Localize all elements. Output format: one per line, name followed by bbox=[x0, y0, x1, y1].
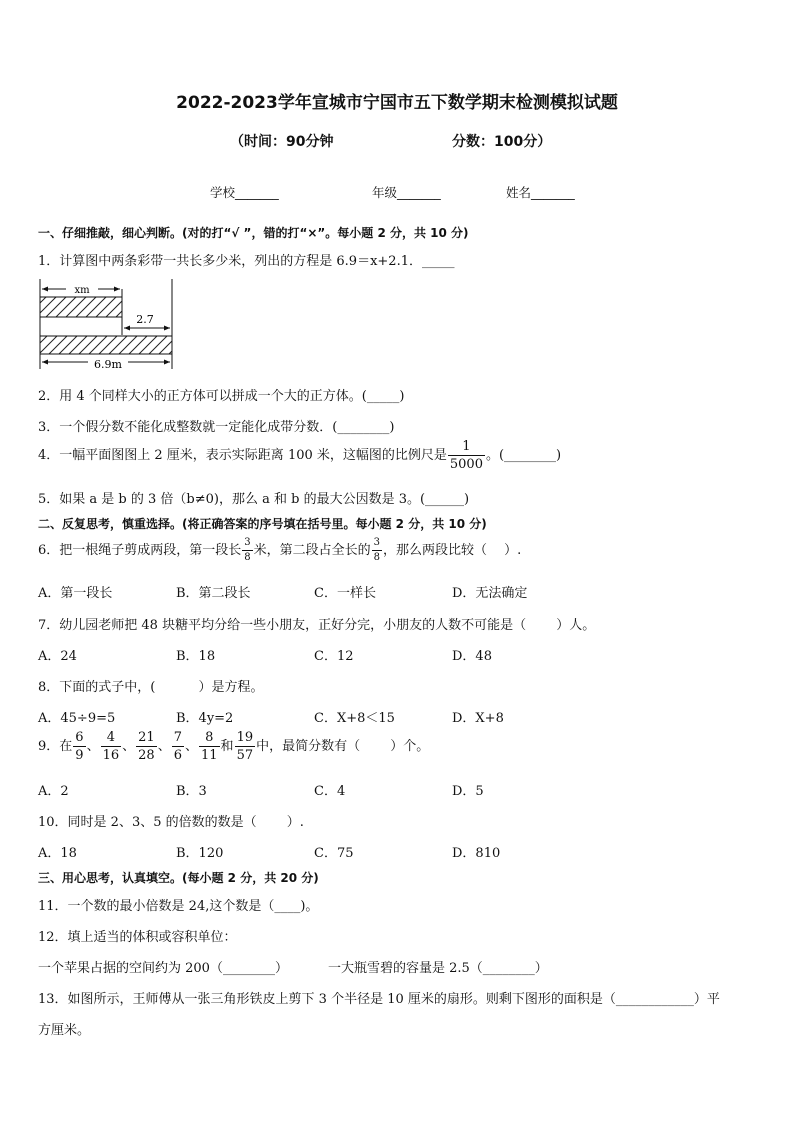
q10-option-d[interactable]: D．810 bbox=[452, 846, 501, 861]
q6-option-a[interactable]: A．第一段长 bbox=[38, 586, 113, 601]
q7-option-a[interactable]: A．24 bbox=[38, 649, 77, 664]
fraction-4-16: $\frac{4}{16}$ bbox=[102, 730, 120, 763]
section-2-heading: 二、反复思考，慎重选择。(将正确答案的序号填在括号里。每小题 2 分，共 10 分) bbox=[38, 517, 487, 531]
exam-score: 分数：100分） bbox=[452, 134, 552, 150]
q9-option-c[interactable]: C．4 bbox=[314, 784, 346, 799]
q7-option-d[interactable]: D．48 bbox=[452, 649, 492, 664]
grade-field[interactable]: 年级_______ bbox=[372, 185, 441, 200]
question-4 bbox=[38, 440, 561, 471]
fraction-19-57: $\frac{19}{57}$ bbox=[236, 730, 254, 763]
q10-option-c[interactable]: C．75 bbox=[314, 846, 354, 861]
page-title: 2022-2023学年宣城市宁国市五下数学期末检测模拟试题 bbox=[176, 93, 618, 113]
q9-option-a[interactable]: A．2 bbox=[38, 784, 69, 799]
gap-length-label: 2.7 bbox=[136, 313, 154, 326]
q9-option-d[interactable]: D．5 bbox=[452, 784, 484, 799]
question-5: 5．如果 a 是 b 的 3 倍（b≠0)，那么 a 和 b 的最大公因数是 3。(______) bbox=[38, 492, 470, 507]
q10-option-b[interactable]: B．120 bbox=[176, 846, 224, 861]
fraction-3-8: $\frac{3}{8}$ bbox=[244, 537, 251, 563]
ribbon-diagram bbox=[36, 277, 181, 372]
question-3: 3．一个假分数不能化成整数就一定能化成带分数．(________) bbox=[38, 420, 395, 435]
q6-option-d[interactable]: D．无法确定 bbox=[452, 586, 528, 601]
q8-option-c[interactable]: C．X+8＜15 bbox=[314, 711, 395, 726]
q8-option-a[interactable]: A．45÷9=5 bbox=[38, 711, 116, 726]
q9-option-b[interactable]: B．3 bbox=[176, 784, 207, 799]
fraction-7-6: $\frac{7}{6}$ bbox=[173, 730, 182, 763]
exam-time: （时间：90分钟 bbox=[230, 134, 334, 150]
q6-option-b[interactable]: B．第二段长 bbox=[176, 586, 251, 601]
question-12-sprite: 一大瓶雪碧的容量是 2.5（________） bbox=[328, 961, 548, 976]
question-13: 13．如图所示，王师傅从一张三角形铁皮上剪下 3 个半径是 10 厘米的扇形。则剩下图形的面积是（____________）平 bbox=[38, 992, 720, 1007]
question-10: 10．同时是 2、3、5 的倍数的数是（ ）. bbox=[38, 815, 304, 830]
question-12: 12．填上适当的体积或容积单位： bbox=[38, 930, 237, 945]
question-1: 1．计算图中两条彩带一共长多少米，列出的方程是 6.9＝x+2.1．_____ bbox=[38, 254, 455, 269]
q7-option-b[interactable]: B．18 bbox=[176, 649, 216, 664]
question-4-blank: 。(________) bbox=[485, 448, 562, 463]
question-8: 8．下面的式子中，( ）是方程。 bbox=[38, 680, 264, 695]
fraction-6-9: $\frac{6}{9}$ bbox=[75, 730, 84, 763]
q8-option-d[interactable]: D．X+8 bbox=[452, 711, 504, 726]
name-field[interactable]: 姓名_______ bbox=[506, 185, 575, 200]
fraction-8-11: $\frac{8}{11}$ bbox=[201, 730, 218, 763]
school-field[interactable]: 学校_______ bbox=[210, 185, 279, 200]
fraction-21-28: $\frac{21}{28}$ bbox=[138, 730, 155, 763]
section-3-heading: 三、用心思考，认真填空。(每小题 2 分，共 20 分) bbox=[38, 871, 319, 885]
q7-option-c[interactable]: C．12 bbox=[314, 649, 354, 664]
section-1-heading: 一、仔细推敲，细心判断。(对的打“√ ”，错的打“×”。每小题 2 分，共 10 分) bbox=[38, 226, 469, 240]
question-6: 6．把一根绳子剪成两段，第一段长 $\frac{3}{8}$ 米，第二段占全长的 $\frac{3}{8}$ ，那么两段比较（ ）. bbox=[38, 537, 522, 563]
question-12-apple: 一个苹果占据的空间约为 200（________） bbox=[38, 961, 288, 976]
question-4-text: 4．一幅平面图图上 2 厘米，表示实际距离 100 米，这幅图的比例尺是 bbox=[38, 448, 447, 463]
question-9: 9．在 $\frac{6}{9}$ 、 $\frac{4}{16}$ 、 $\frac{21}{28}$ 、 $\frac{7}{6}$ 、 $\frac{8}{11}$ 和 $\frac{19}{57}$ 中，最简分数有（ ）个。 bbox=[38, 730, 430, 763]
top-length-label: xm bbox=[74, 285, 90, 296]
fraction-3-8-b: $\frac{3}{8}$ bbox=[373, 537, 381, 563]
question-7: 7．幼儿园老师把 48 块糖平均分给一些小朋友，正好分完，小朋友的人数不可能是（ ）人。 bbox=[38, 618, 596, 633]
bottom-length-label: 6.9m bbox=[94, 358, 122, 371]
scale-fraction: $\frac{1}{5000}$ bbox=[449, 439, 483, 472]
q10-option-a[interactable]: A．18 bbox=[38, 846, 77, 861]
question-11: 11．一个数的最小倍数是 24,这个数是（____)。 bbox=[38, 899, 319, 914]
question-13-continued: 方厘米。 bbox=[38, 1023, 91, 1038]
q6-option-c[interactable]: C．一样长 bbox=[314, 586, 376, 601]
question-2: 2．用 4 个同样大小的正方体可以拼成一个大的正方体。(_____) bbox=[38, 389, 405, 404]
q8-option-b[interactable]: B．4y=2 bbox=[176, 711, 234, 726]
